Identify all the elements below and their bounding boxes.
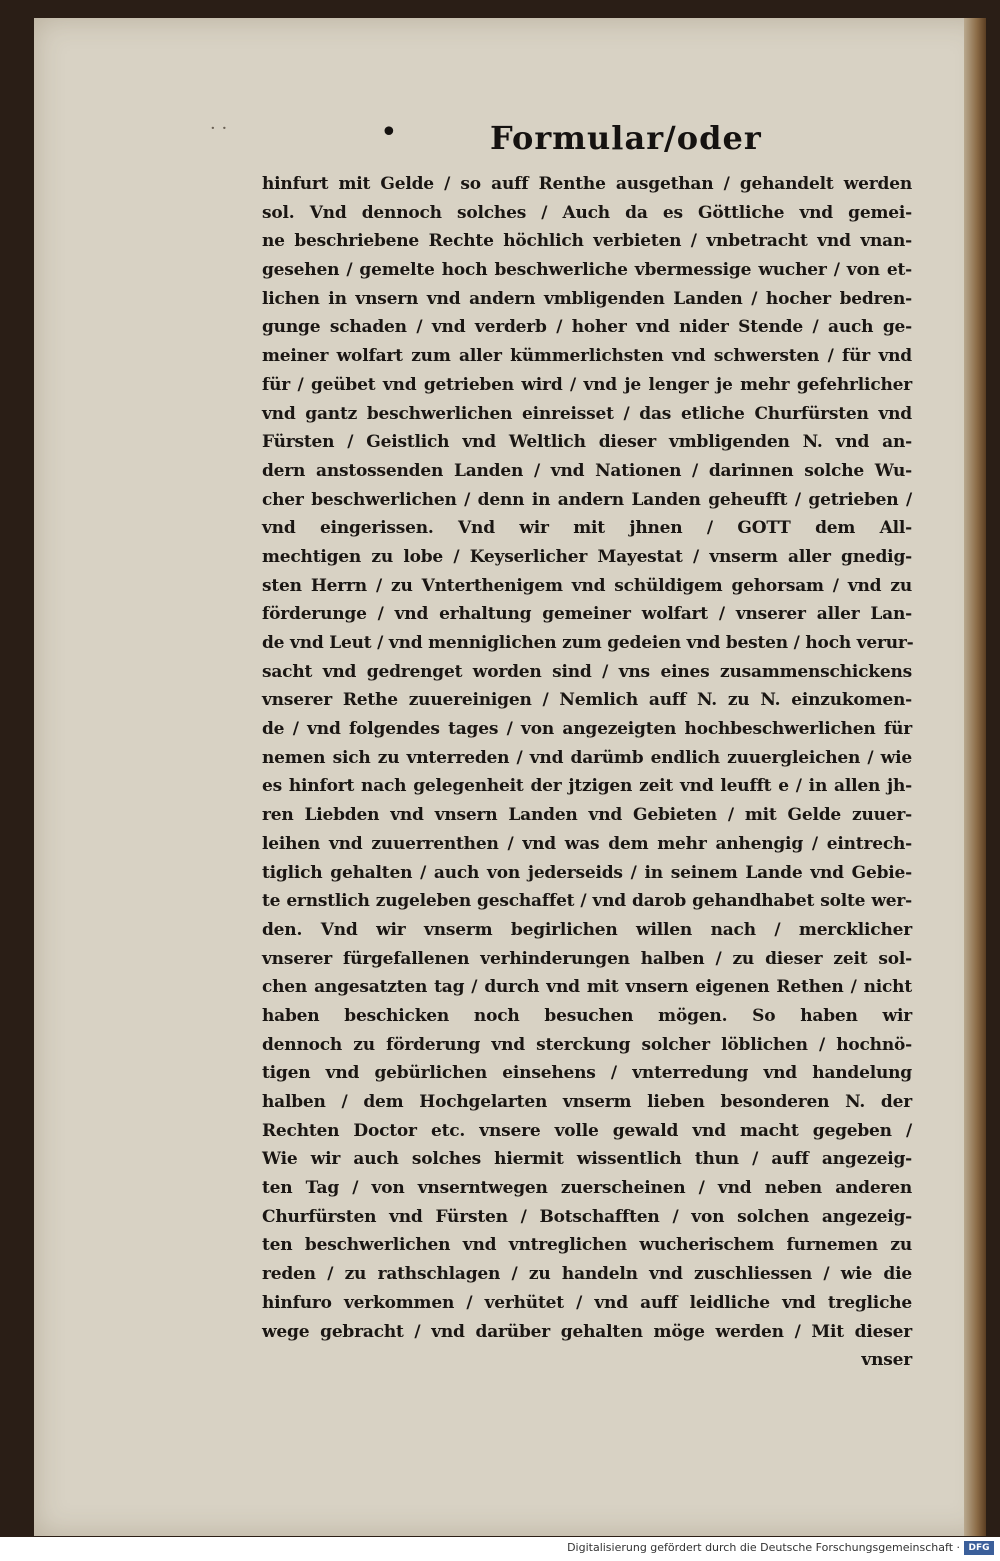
text-line: Wie wir auch solches hiermit wissentlich thun / auff angezeig- xyxy=(262,1149,912,1170)
text-line: lichen in vnsern vnd andern vmbligenden Landen / hocher bedren- xyxy=(262,288,912,309)
text-line: mechtigen zu lobe / Keyserlicher Mayestat / vnserm aller gnedig- xyxy=(262,546,912,567)
dfg-logo: DFG xyxy=(964,1541,994,1555)
text-line: es hinfort nach gelegenheit der jtzigen zeit vnd leufft e / in allen jh- xyxy=(262,776,912,797)
text-line: cher beschwerlichen / denn in andern Landen geheufft / getrieben / xyxy=(262,489,912,510)
text-line: sacht vnd gedrenget worden sind / vns eines zusammenschickens xyxy=(262,661,912,682)
text-line: Rechten Doctor etc. vnsere volle gewald vnd macht gegeben / xyxy=(262,1120,912,1141)
text-line: reden / zu rathschlagen / zu handeln vnd zuschliessen / wie die xyxy=(262,1264,912,1285)
text-line: ne beschriebene Rechte höchlich verbieten / vnbetracht vnd vnan- xyxy=(262,231,912,252)
text-line: ten Tag / von vnserntwegen zuerscheinen / vnd neben anderen xyxy=(262,1178,912,1199)
text-line: förderunge / vnd erhaltung gemeiner wolfart / vnserer aller Lan- xyxy=(262,604,912,625)
text-line: den. Vnd wir vnserm begirlichen willen nach / mercklicher xyxy=(262,919,912,940)
text-line: de vnd Leut / vnd menniglichen zum gedeien vnd besten / hoch verur- xyxy=(262,633,914,653)
text-line: nemen sich zu vnterreden / vnd darümb endlich zuuergleichen / wie xyxy=(262,747,912,768)
text-line: gesehen / gemelte hoch beschwerliche vbermessige wucher / von et- xyxy=(262,260,912,281)
text-line: hinfuro verkommen / verhütet / vnd auff leidliche vnd tregliche xyxy=(262,1292,912,1313)
running-head: Formular/oder xyxy=(490,119,762,157)
text-line: wege gebracht / vnd darüber gehalten möge werden / Mit dieser xyxy=(262,1321,912,1342)
digitization-footer xyxy=(0,1537,1000,1561)
text-line: für / geübet vnd getrieben wird / vnd je lenger je mehr gefehrlicher xyxy=(262,374,912,395)
body-text xyxy=(262,170,912,1375)
text-line: tiglich gehalten / auch von jederseids / in seinem Lande vnd Gebie- xyxy=(262,862,912,883)
header-mark: · · xyxy=(210,118,228,139)
text-line: vnserer Rethe zuuereinigen / Nemlich auff N. zu N. einzukomen- xyxy=(262,690,912,711)
text-line: leihen vnd zuuerrenthen / vnd was dem mehr anhengig / eintrech- xyxy=(262,833,912,854)
text-line: hinfurt mit Gelde / so auff Renthe ausgethan / gehandelt werden xyxy=(262,174,912,194)
text-line: haben beschicken noch besuchen mögen. So haben wir xyxy=(262,1005,912,1026)
text-line: sol. Vnd dennoch solches / Auch da es Göttliche vnd gemei- xyxy=(262,202,912,223)
text-line: tigen vnd gebürlichen einsehens / vnterredung vnd handelung xyxy=(262,1063,912,1084)
page-header xyxy=(210,115,810,162)
text-line: dern anstossenden Landen / vnd Nationen / darinnen solche Wu- xyxy=(262,460,912,481)
text-line: Fürsten / Geistlich vnd Weltlich dieser vmbligenden N. vnd an- xyxy=(262,432,912,453)
text-line: ren Liebden vnd vnsern Landen vnd Gebieten / mit Gelde zuuer- xyxy=(262,805,912,826)
text-line: meiner wolfart zum aller kümmerlichsten vnd schwersten / für vnd xyxy=(262,346,912,367)
text-line: vnserer fürgefallenen verhinderungen halben / zu dieser zeit sol- xyxy=(262,948,912,969)
text-line: chen angesatzten tag / durch vnd mit vnsern eigenen Rethen / nicht xyxy=(262,977,912,998)
header-bullet: • xyxy=(380,115,398,150)
text-line: te ernstlich zugeleben geschaffet / vnd darob gehandhabet solte wer- xyxy=(262,891,912,912)
catchword: vnser xyxy=(861,1350,912,1371)
text-line: vnd gantz beschwerlichen einreisset / das etliche Churfürsten vnd xyxy=(262,403,912,424)
text-line: vnd eingerissen. Vnd wir mit jhnen / GOTT dem All- xyxy=(262,518,912,539)
text-line: halben / dem Hochgelarten vnserm lieben besonderen N. der xyxy=(262,1092,912,1112)
text-line: ten beschwerlichen vnd vntreglichen wucherischem furnemen zu xyxy=(262,1235,912,1256)
footer-credit: Digitalisierung gefördert durch die Deutsche Forschungsgemeinschaft · xyxy=(567,1541,960,1554)
text-line: gunge schaden / vnd verderb / hoher vnd nider Stende / auch ge- xyxy=(262,317,912,338)
text-line: de / vnd folgendes tages / von angezeigten hochbeschwerlichen für xyxy=(262,719,912,740)
page-edge xyxy=(964,18,986,1536)
text-line: Churfürsten vnd Fürsten / Botschafften / von solchen angezeig- xyxy=(262,1206,912,1227)
text-line: dennoch zu förderung vnd sterckung solcher löblichen / hochnö- xyxy=(262,1034,912,1055)
text-line: sten Herrn / zu Vnterthenigem vnd schüldigem gehorsam / vnd zu xyxy=(262,575,912,596)
